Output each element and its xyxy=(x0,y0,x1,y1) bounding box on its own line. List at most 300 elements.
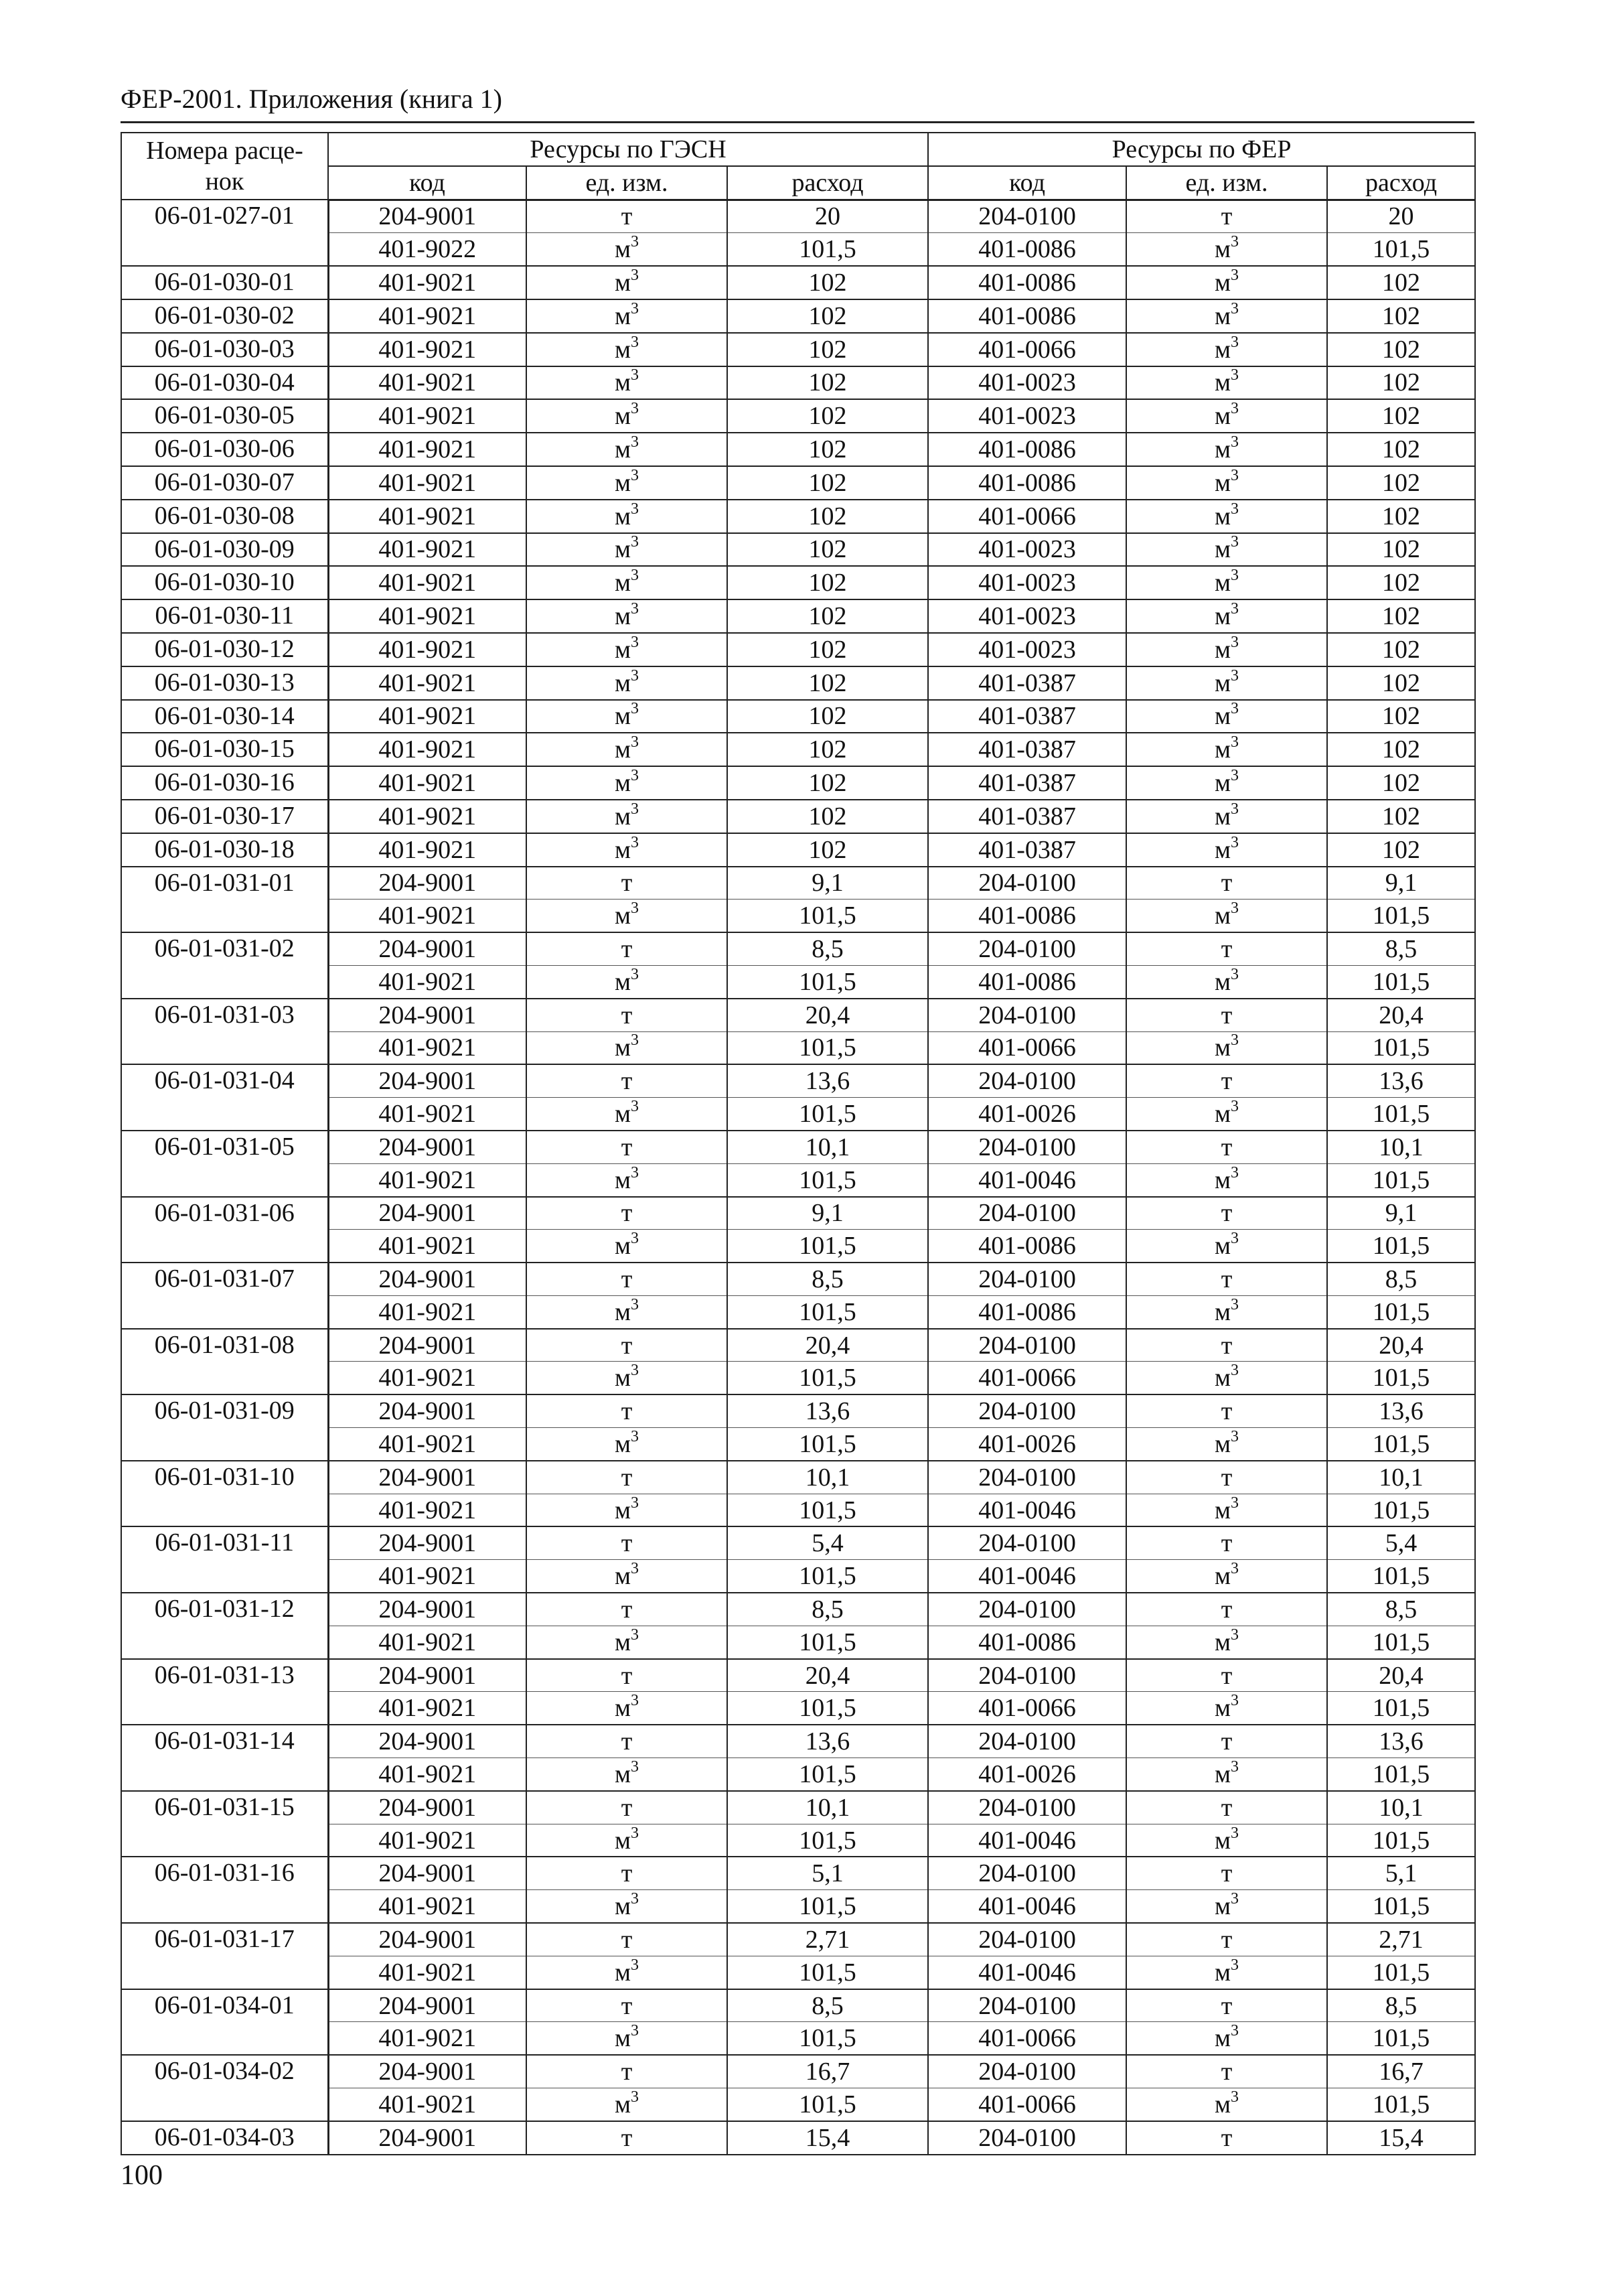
gesn-amount-cell: 101,5 xyxy=(727,1494,928,1526)
gesn-amount-cell: 101,5 xyxy=(727,1692,928,1725)
fer-code-cell: 204-0100 xyxy=(928,1791,1126,1824)
gesn-unit-cell: т xyxy=(526,2121,727,2155)
gesn-code-cell: 204-9001 xyxy=(328,1659,526,1692)
gesn-unit-cell: т xyxy=(526,867,727,900)
fer-amount-cell: 102 xyxy=(1327,533,1475,567)
fer-unit-cell: т xyxy=(1126,932,1327,965)
fer-code-cell: 401-0066 xyxy=(928,1362,1126,1394)
fer-amount-cell: 101,5 xyxy=(1327,1890,1475,1923)
fer-code-cell: 204-0100 xyxy=(928,1064,1126,1097)
unit-exponent: 3 xyxy=(631,500,639,518)
gesn-unit-cell: т xyxy=(526,1394,727,1427)
rate-number-cell xyxy=(121,1956,328,1989)
unit-exponent: 3 xyxy=(1231,267,1239,285)
fer-code-cell: 401-0046 xyxy=(928,1163,1126,1196)
fer-unit-cell: $м^3$ xyxy=(1126,2022,1327,2055)
table-row xyxy=(121,1659,1475,1692)
gesn-amount-cell: 102 xyxy=(727,433,928,466)
gesn-unit-cell: $м^3$ xyxy=(526,299,727,333)
rate-number-cell xyxy=(121,1494,328,1526)
fer-amount-cell: 101,5 xyxy=(1327,1163,1475,1196)
subheader-fer-unit: ед. изм. xyxy=(1126,166,1327,200)
gesn-amount-cell: 102 xyxy=(727,399,928,433)
fer-unit-cell: $м^3$ xyxy=(1126,233,1327,266)
unit-exponent: 3 xyxy=(1231,1031,1239,1050)
rate-number-cell: 06-01-034-02 xyxy=(121,2055,328,2088)
unit-exponent: 3 xyxy=(1231,1824,1239,1842)
fer-code-cell: 401-0086 xyxy=(928,433,1126,466)
gesn-unit-cell: $м^3$ xyxy=(526,1362,727,1394)
gesn-code-cell: 401-9021 xyxy=(328,299,526,333)
table-row xyxy=(121,366,1475,400)
rate-number-cell: 06-01-031-11 xyxy=(121,1526,328,1559)
rate-number-cell: 06-01-031-12 xyxy=(121,1593,328,1626)
table-row xyxy=(121,1758,1475,1791)
unit-exponent: 3 xyxy=(631,767,639,785)
unit-exponent: 3 xyxy=(1231,833,1239,851)
table-row xyxy=(121,2121,1475,2155)
fer-amount-cell: 102 xyxy=(1327,666,1475,700)
table-row xyxy=(121,1295,1475,1328)
gesn-code-cell: 401-9021 xyxy=(328,266,526,299)
gesn-amount-cell: 102 xyxy=(727,266,928,299)
gesn-code-cell: 401-9021 xyxy=(328,1626,526,1658)
unit-exponent: 3 xyxy=(631,600,639,618)
fer-unit-cell: т xyxy=(1126,1394,1327,1427)
gesn-amount-cell: 9,1 xyxy=(727,867,928,900)
fer-code-cell: 401-0023 xyxy=(928,633,1126,666)
table-row xyxy=(121,700,1475,733)
fer-amount-cell: 102 xyxy=(1327,633,1475,666)
fer-amount-cell: 5,1 xyxy=(1327,1857,1475,1889)
rate-number-cell: 06-01-030-06 xyxy=(121,433,328,466)
table-row xyxy=(121,1692,1475,1725)
gesn-amount-cell: 13,6 xyxy=(727,1394,928,1427)
table-row xyxy=(121,1461,1475,1494)
gesn-amount-cell: 102 xyxy=(727,366,928,400)
fer-code-cell: 401-0023 xyxy=(928,599,1126,633)
fer-unit-cell: $м^3$ xyxy=(1126,633,1327,666)
unit-exponent: 3 xyxy=(1231,233,1239,251)
unit-exponent: 3 xyxy=(631,1230,639,1248)
gesn-unit-cell: $м^3$ xyxy=(526,566,727,599)
unit-exponent: 3 xyxy=(1231,767,1239,785)
subheader-fer-amount: расход xyxy=(1327,166,1475,200)
gesn-unit-cell: т xyxy=(526,1131,727,1163)
unit-exponent: 3 xyxy=(631,1494,639,1512)
gesn-code-cell: 401-9021 xyxy=(328,1428,526,1461)
fer-unit-cell: т xyxy=(1126,2121,1327,2155)
rate-number-cell: 06-01-030-17 xyxy=(121,800,328,833)
table-row xyxy=(121,1824,1475,1857)
gesn-amount-cell: 13,6 xyxy=(727,1064,928,1097)
gesn-unit-cell: т xyxy=(526,1593,727,1626)
table-row xyxy=(121,2088,1475,2121)
table-row xyxy=(121,1923,1475,1956)
gesn-amount-cell: 2,71 xyxy=(727,1923,928,1956)
fer-code-cell: 204-0100 xyxy=(928,1526,1126,1559)
gesn-unit-cell: $м^3$ xyxy=(526,700,727,733)
unit-exponent: 3 xyxy=(1231,1692,1239,1710)
fer-unit-cell: $м^3$ xyxy=(1126,466,1327,500)
unit-exponent: 3 xyxy=(1231,800,1239,818)
fer-code-cell: 401-0387 xyxy=(928,766,1126,800)
table-row xyxy=(121,932,1475,965)
fer-amount-cell: 16,7 xyxy=(1327,2055,1475,2088)
fer-unit-cell: т xyxy=(1126,200,1327,233)
rate-number-cell xyxy=(121,233,328,266)
gesn-code-cell: 204-9001 xyxy=(328,1857,526,1889)
fer-amount-cell: 102 xyxy=(1327,733,1475,766)
gesn-code-cell: 401-9021 xyxy=(328,965,526,998)
table-row xyxy=(121,766,1475,800)
table-row xyxy=(121,867,1475,900)
gesn-amount-cell: 102 xyxy=(727,833,928,867)
gesn-code-cell: 401-9021 xyxy=(328,900,526,932)
fer-code-cell: 401-0086 xyxy=(928,1295,1126,1328)
fer-unit-cell: $м^3$ xyxy=(1126,766,1327,800)
table-row xyxy=(121,1890,1475,1923)
table-row xyxy=(121,999,1475,1031)
fer-amount-cell: 102 xyxy=(1327,500,1475,533)
gesn-code-cell: 401-9021 xyxy=(328,500,526,533)
gesn-unit-cell: т xyxy=(526,1461,727,1494)
unit-exponent: 3 xyxy=(1231,2022,1239,2040)
gesn-unit-cell: $м^3$ xyxy=(526,833,727,867)
rate-numbers-header-line2: нок xyxy=(205,167,244,196)
fer-code-cell: 401-0086 xyxy=(928,1230,1126,1263)
rate-number-cell: 06-01-031-17 xyxy=(121,1923,328,1956)
table-row xyxy=(121,2022,1475,2055)
gesn-unit-cell: $м^3$ xyxy=(526,2022,727,2055)
rate-number-cell: 06-01-031-15 xyxy=(121,1791,328,1824)
fer-code-cell: 401-0066 xyxy=(928,500,1126,533)
fer-unit-cell: $м^3$ xyxy=(1126,533,1327,567)
fer-amount-cell: 8,5 xyxy=(1327,1593,1475,1626)
gesn-code-cell: 401-9021 xyxy=(328,1956,526,1989)
fer-amount-cell: 101,5 xyxy=(1327,1626,1475,1658)
gesn-code-cell: 401-9021 xyxy=(328,2022,526,2055)
fer-code-cell: 204-0100 xyxy=(928,1461,1126,1494)
gesn-code-cell: 401-9021 xyxy=(328,333,526,366)
fer-code-cell: 401-0023 xyxy=(928,366,1126,400)
fer-code-cell: 204-0100 xyxy=(928,1394,1126,1427)
fer-code-cell: 401-0066 xyxy=(928,333,1126,366)
rate-number-cell xyxy=(121,1824,328,1857)
unit-exponent: 3 xyxy=(631,233,639,251)
gesn-unit-cell: $м^3$ xyxy=(526,900,727,932)
gesn-code-cell: 204-9001 xyxy=(328,999,526,1031)
unit-exponent: 3 xyxy=(631,1956,639,1974)
fer-amount-cell: 101,5 xyxy=(1327,1230,1475,1263)
unit-exponent: 3 xyxy=(1231,1494,1239,1512)
fer-unit-cell: т xyxy=(1126,1329,1327,1362)
unit-exponent: 3 xyxy=(631,700,639,718)
fer-code-cell: 204-0100 xyxy=(928,932,1126,965)
gesn-amount-cell: 102 xyxy=(727,599,928,633)
unit-exponent: 3 xyxy=(631,1427,639,1445)
fer-unit-cell: т xyxy=(1126,1064,1327,1097)
gesn-unit-cell: $м^3$ xyxy=(526,1626,727,1658)
unit-exponent: 3 xyxy=(631,900,639,918)
fer-unit-cell: т xyxy=(1126,999,1327,1031)
gesn-unit-cell: т xyxy=(526,200,727,233)
fer-code-cell: 401-0026 xyxy=(928,1428,1126,1461)
gesn-code-cell: 401-9021 xyxy=(328,599,526,633)
fer-unit-cell: $м^3$ xyxy=(1126,399,1327,433)
table-row xyxy=(121,200,1475,233)
gesn-unit-cell: $м^3$ xyxy=(526,533,727,567)
gesn-amount-cell: 102 xyxy=(727,666,928,700)
gesn-unit-cell: т xyxy=(526,1923,727,1956)
gesn-amount-cell: 20,4 xyxy=(727,1329,928,1362)
fer-unit-cell: $м^3$ xyxy=(1126,965,1327,998)
unit-exponent: 3 xyxy=(631,533,639,551)
table-row xyxy=(121,965,1475,998)
fer-unit-cell: $м^3$ xyxy=(1126,1890,1327,1923)
rate-number-cell: 06-01-031-04 xyxy=(121,1064,328,1097)
fer-code-cell: 204-0100 xyxy=(928,1593,1126,1626)
rate-number-cell: 06-01-030-10 xyxy=(121,566,328,599)
fer-code-cell: 401-0086 xyxy=(928,266,1126,299)
gesn-unit-cell: $м^3$ xyxy=(526,800,727,833)
gesn-code-cell: 401-9021 xyxy=(328,1890,526,1923)
unit-exponent: 3 xyxy=(1231,1956,1239,1974)
gesn-code-cell: 204-9001 xyxy=(328,932,526,965)
fer-unit-cell: т xyxy=(1126,1526,1327,1559)
fer-unit-cell: т xyxy=(1126,1791,1327,1824)
fer-code-cell: 204-0100 xyxy=(928,2055,1126,2088)
rate-number-cell xyxy=(121,1230,328,1263)
gesn-amount-cell: 8,5 xyxy=(727,932,928,965)
gesn-amount-cell: 101,5 xyxy=(727,1428,928,1461)
gesn-code-cell: 401-9021 xyxy=(328,466,526,500)
table-row xyxy=(121,833,1475,867)
fer-amount-cell: 102 xyxy=(1327,299,1475,333)
fer-code-cell: 401-0086 xyxy=(928,965,1126,998)
fer-unit-cell: т xyxy=(1126,2055,1327,2088)
fer-code-cell: 204-0100 xyxy=(928,867,1126,900)
fer-code-cell: 401-0387 xyxy=(928,733,1126,766)
gesn-unit-cell: $м^3$ xyxy=(526,1031,727,1064)
unit-exponent: 3 xyxy=(1231,666,1239,685)
fer-amount-cell: 10,1 xyxy=(1327,1791,1475,1824)
table-row xyxy=(121,399,1475,433)
gesn-unit-cell: $м^3$ xyxy=(526,500,727,533)
unit-exponent: 3 xyxy=(1231,1098,1239,1115)
rate-number-cell: 06-01-030-02 xyxy=(121,299,328,333)
rate-number-cell xyxy=(121,1295,328,1328)
fer-unit-cell: $м^3$ xyxy=(1126,1362,1327,1394)
gesn-unit-cell: т xyxy=(526,1725,727,1757)
unit-exponent: 3 xyxy=(1231,366,1239,384)
fer-code-cell: 401-0046 xyxy=(928,1494,1126,1526)
gesn-amount-cell: 101,5 xyxy=(727,1758,928,1791)
gesn-unit-cell: $м^3$ xyxy=(526,633,727,666)
gesn-code-cell: 401-9021 xyxy=(328,566,526,599)
rate-number-cell: 06-01-030-14 xyxy=(121,700,328,733)
gesn-code-cell: 401-9021 xyxy=(328,800,526,833)
rate-number-cell xyxy=(121,1031,328,1064)
gesn-code-cell: 204-9001 xyxy=(328,2121,526,2155)
fer-code-cell: 401-0086 xyxy=(928,1626,1126,1658)
table-row xyxy=(121,1857,1475,1889)
gesn-amount-cell: 101,5 xyxy=(727,2088,928,2121)
gesn-code-cell: 401-9021 xyxy=(328,666,526,700)
rate-number-cell: 06-01-031-01 xyxy=(121,867,328,900)
fer-unit-cell: $м^3$ xyxy=(1126,900,1327,932)
resources-table-container xyxy=(121,132,1474,2155)
table-row xyxy=(121,1526,1475,1559)
table-row xyxy=(121,1230,1475,1263)
fer-code-cell: 401-0026 xyxy=(928,1098,1126,1131)
gesn-amount-cell: 20 xyxy=(727,200,928,233)
gesn-amount-cell: 13,6 xyxy=(727,1725,928,1757)
fer-code-cell: 401-0086 xyxy=(928,299,1126,333)
rate-numbers-header-line1: Номера расце- xyxy=(146,137,303,165)
fer-amount-cell: 101,5 xyxy=(1327,1098,1475,1131)
fer-unit-cell: $м^3$ xyxy=(1126,1758,1327,1791)
fer-amount-cell: 102 xyxy=(1327,566,1475,599)
table-row xyxy=(121,1031,1475,1064)
fer-code-cell: 401-0046 xyxy=(928,1956,1126,1989)
gesn-amount-cell: 101,5 xyxy=(727,1163,928,1196)
gesn-unit-cell: $м^3$ xyxy=(526,1758,727,1791)
fer-amount-cell: 101,5 xyxy=(1327,1494,1475,1526)
gesn-code-cell: 204-9001 xyxy=(328,1197,526,1230)
fer-amount-cell: 15,4 xyxy=(1327,2121,1475,2155)
rate-number-cell: 06-01-031-09 xyxy=(121,1394,328,1427)
table-row xyxy=(121,1725,1475,1757)
rate-number-cell xyxy=(121,2088,328,2121)
fer-unit-cell: $м^3$ xyxy=(1126,1428,1327,1461)
gesn-amount-cell: 101,5 xyxy=(727,900,928,932)
gesn-amount-cell: 101,5 xyxy=(727,1230,928,1263)
fer-code-cell: 401-0387 xyxy=(928,700,1126,733)
rate-number-cell: 06-01-034-03 xyxy=(121,2121,328,2155)
unit-exponent: 3 xyxy=(1231,1362,1239,1380)
table-row xyxy=(121,1131,1475,1163)
gesn-unit-cell: $м^3$ xyxy=(526,433,727,466)
table-row xyxy=(121,1560,1475,1593)
unit-exponent: 3 xyxy=(631,267,639,285)
fer-code-cell: 401-0066 xyxy=(928,1031,1126,1064)
subheader-fer-code: код xyxy=(928,166,1126,200)
fer-code-cell: 204-0100 xyxy=(928,1131,1126,1163)
fer-amount-cell: 101,5 xyxy=(1327,1758,1475,1791)
fer-code-cell: 204-0100 xyxy=(928,1857,1126,1889)
fer-amount-cell: 102 xyxy=(1327,599,1475,633)
gesn-unit-cell: т xyxy=(526,999,727,1031)
unit-exponent: 3 xyxy=(1231,1757,1239,1776)
rate-number-cell xyxy=(121,1560,328,1593)
fer-amount-cell: 102 xyxy=(1327,833,1475,867)
rate-number-cell xyxy=(121,900,328,932)
rate-number-cell: 06-01-030-05 xyxy=(121,399,328,433)
rate-number-cell: 06-01-030-18 xyxy=(121,833,328,867)
fer-code-cell: 401-0026 xyxy=(928,1758,1126,1791)
gesn-amount-cell: 101,5 xyxy=(727,1362,928,1394)
gesn-amount-cell: 101,5 xyxy=(727,1956,928,1989)
gesn-code-cell: 204-9001 xyxy=(328,867,526,900)
gesn-unit-cell: $м^3$ xyxy=(526,233,727,266)
gesn-amount-cell: 102 xyxy=(727,633,928,666)
rate-number-cell: 06-01-031-10 xyxy=(121,1461,328,1494)
fer-amount-cell: 102 xyxy=(1327,433,1475,466)
table-row xyxy=(121,633,1475,666)
rate-number-cell: 06-01-031-14 xyxy=(121,1725,328,1757)
fer-unit-cell: $м^3$ xyxy=(1126,1692,1327,1725)
rate-number-cell: 06-01-030-15 xyxy=(121,733,328,766)
group-header-fer: Ресурсы по ФЕР xyxy=(928,133,1475,166)
gesn-amount-cell: 101,5 xyxy=(727,965,928,998)
table-row xyxy=(121,599,1475,633)
unit-exponent: 3 xyxy=(631,1362,639,1380)
rate-number-cell: 06-01-031-13 xyxy=(121,1659,328,1692)
fer-amount-cell: 102 xyxy=(1327,700,1475,733)
table-body xyxy=(121,200,1475,2155)
rate-number-cell: 06-01-030-13 xyxy=(121,666,328,700)
unit-exponent: 3 xyxy=(631,1295,639,1313)
unit-exponent: 3 xyxy=(1231,733,1239,751)
gesn-code-cell: 401-9021 xyxy=(328,1824,526,1857)
fer-amount-cell: 8,5 xyxy=(1327,1263,1475,1295)
gesn-code-cell: 401-9021 xyxy=(328,1692,526,1725)
gesn-code-cell: 204-9001 xyxy=(328,1593,526,1626)
gesn-unit-cell: т xyxy=(526,1791,727,1824)
gesn-unit-cell: $м^3$ xyxy=(526,466,727,500)
unit-exponent: 3 xyxy=(631,2088,639,2106)
rate-number-cell: 06-01-030-01 xyxy=(121,266,328,299)
gesn-code-cell: 204-9001 xyxy=(328,1131,526,1163)
unit-exponent: 3 xyxy=(1231,600,1239,618)
fer-amount-cell: 101,5 xyxy=(1327,2088,1475,2121)
rate-number-cell xyxy=(121,1626,328,1658)
table-row xyxy=(121,1626,1475,1658)
table-row xyxy=(121,1362,1475,1394)
gesn-amount-cell: 5,4 xyxy=(727,1526,928,1559)
rate-number-cell: 06-01-031-06 xyxy=(121,1197,328,1230)
table-row xyxy=(121,1329,1475,1362)
table-row xyxy=(121,233,1475,266)
table-row xyxy=(121,733,1475,766)
unit-exponent: 3 xyxy=(631,1757,639,1776)
gesn-unit-cell: $м^3$ xyxy=(526,2088,727,2121)
rate-number-cell: 06-01-031-08 xyxy=(121,1329,328,1362)
table-row xyxy=(121,900,1475,932)
fer-unit-cell: $м^3$ xyxy=(1126,500,1327,533)
rate-number-cell: 06-01-031-02 xyxy=(121,932,328,965)
gesn-amount-cell: 8,5 xyxy=(727,1593,928,1626)
fer-code-cell: 204-0100 xyxy=(928,1725,1126,1757)
fer-unit-cell: $м^3$ xyxy=(1126,800,1327,833)
gesn-amount-cell: 10,1 xyxy=(727,1131,928,1163)
subheader-gesn-unit: ед. изм. xyxy=(526,166,727,200)
unit-exponent: 3 xyxy=(1231,633,1239,651)
unit-exponent: 3 xyxy=(1231,1427,1239,1445)
gesn-unit-cell: $м^3$ xyxy=(526,766,727,800)
unit-exponent: 3 xyxy=(1231,567,1239,585)
fer-unit-cell: т xyxy=(1126,1725,1327,1757)
table-row xyxy=(121,299,1475,333)
rate-number-cell xyxy=(121,1163,328,1196)
gesn-unit-cell: $м^3$ xyxy=(526,333,727,366)
table-row xyxy=(121,333,1475,366)
gesn-amount-cell: 101,5 xyxy=(727,1560,928,1593)
gesn-unit-cell: $м^3$ xyxy=(526,599,727,633)
gesn-unit-cell: т xyxy=(526,2055,727,2088)
gesn-code-cell: 204-9001 xyxy=(328,1791,526,1824)
